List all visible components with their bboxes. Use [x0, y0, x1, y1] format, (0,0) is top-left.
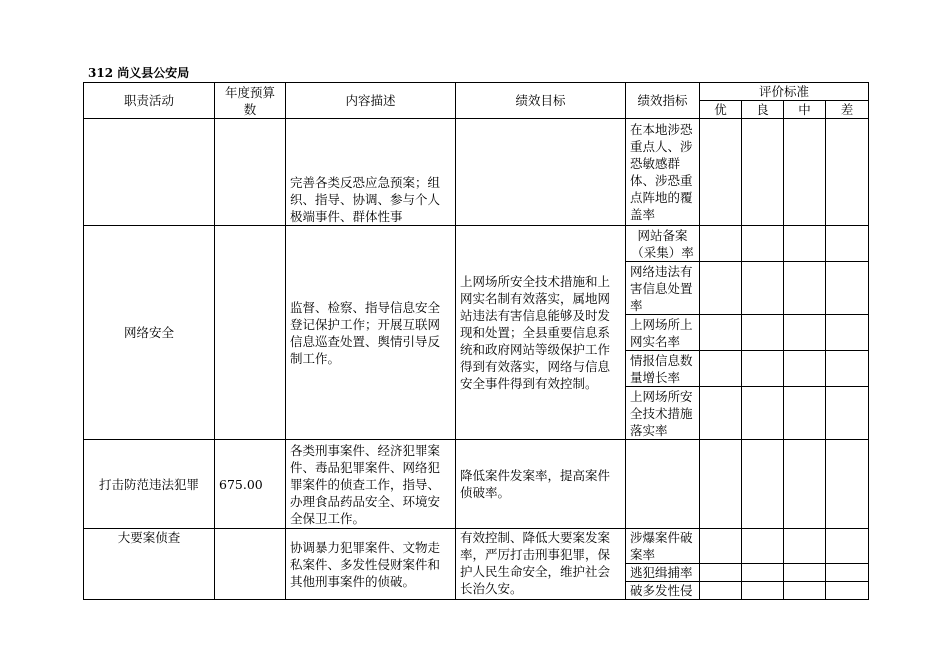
grade-cell — [700, 351, 742, 387]
grade-cell — [742, 315, 784, 351]
grade-cell — [700, 387, 742, 440]
description-cell: 协调暴力犯罪案件、文物走私案件、多发性侵财案件和其他刑事案件的侦破。 — [286, 529, 456, 600]
header-activity: 职责活动 — [84, 83, 215, 119]
budget-cell — [215, 529, 286, 600]
grade-cell — [784, 564, 826, 582]
goal-cell — [456, 119, 626, 226]
indicator-cell — [626, 440, 700, 529]
grade-good: 良 — [742, 101, 784, 119]
header-budget: 年度预算数 — [215, 83, 286, 119]
activity-cell — [84, 119, 215, 226]
indicator-cell: 破多发性侵 — [626, 582, 700, 600]
indicator-cell: 在本地涉恐重点人、涉恐敏感群体、涉恐重点阵地的覆盖率 — [626, 119, 700, 226]
performance-table — [83, 82, 869, 600]
grade-cell — [742, 440, 784, 529]
grade-cell — [784, 315, 826, 351]
activity-cell: 网络安全 — [84, 226, 215, 440]
grade-cell — [742, 387, 784, 440]
indicator-cell: 网站备案（采集）率 — [626, 226, 700, 262]
header-indicator: 绩效指标 — [626, 83, 700, 119]
table-row — [84, 226, 869, 262]
goal-cell: 上网场所安全技术措施和上网实名制有效落实，属地网站违法有害信息能够及时发现和处置；全县重要信息系统和政府网站等级保护工作得到有效落实，网络与信息安全事件得到有效控制。 — [456, 226, 626, 440]
indicator-cell: 上网场所安全技术措施落实率 — [626, 387, 700, 440]
grade-cell — [700, 440, 742, 529]
goal-cell: 有效控制、降低大要案发案率，严厉打击刑事犯罪，保护人民生命安全，维护社会长治久安。 — [456, 529, 626, 600]
grade-cell — [742, 351, 784, 387]
grade-cell — [700, 582, 742, 600]
grade-cell — [826, 387, 869, 440]
grade-cell — [784, 582, 826, 600]
table-row — [84, 529, 869, 564]
indicator-cell: 网络违法有害信息处置率 — [626, 262, 700, 315]
activity-cell: 大要案侦查 — [84, 529, 215, 600]
grade-cell — [700, 262, 742, 315]
goal-cell: 降低案件发案率，提高案件侦破率。 — [456, 440, 626, 529]
grade-cell — [826, 529, 869, 564]
grade-cell — [784, 262, 826, 315]
description-cell: 完善各类反恐应急预案；组织、指导、协调、参与个人极端事件、群体性事 — [286, 119, 456, 226]
grade-cell — [700, 564, 742, 582]
grade-cell — [742, 582, 784, 600]
grade-cell — [784, 119, 826, 226]
header-description: 内容描述 — [286, 83, 456, 119]
grade-cell — [784, 226, 826, 262]
grade-cell — [742, 529, 784, 564]
grade-cell — [826, 119, 869, 226]
grade-cell — [700, 226, 742, 262]
grade-cell — [784, 387, 826, 440]
grade-cell — [742, 564, 784, 582]
grade-cell — [742, 226, 784, 262]
grade-cell — [826, 440, 869, 529]
budget-cell — [215, 119, 286, 226]
header-row — [84, 83, 869, 101]
grade-cell — [700, 119, 742, 226]
grade-cell — [826, 226, 869, 262]
grade-cell — [700, 529, 742, 564]
header-evaluation: 评价标准 — [700, 83, 869, 101]
activity-cell: 打击防范违法犯罪 — [84, 440, 215, 529]
budget-cell — [215, 226, 286, 440]
grade-cell — [784, 351, 826, 387]
grade-cell — [826, 262, 869, 315]
indicator-cell: 情报信息数量增长率 — [626, 351, 700, 387]
table-row — [84, 440, 869, 529]
budget-cell: 675.00 — [215, 440, 286, 529]
grade-cell — [826, 582, 869, 600]
indicator-cell: 涉爆案件破案率 — [626, 529, 700, 564]
description-cell: 监督、检察、指导信息安全登记保护工作；开展互联网信息巡查处置、舆情引导反制工作。 — [286, 226, 456, 440]
grade-medium: 中 — [784, 101, 826, 119]
table-row — [84, 119, 869, 226]
indicator-cell: 逃犯缉捕率 — [626, 564, 700, 582]
header-goal: 绩效目标 — [456, 83, 626, 119]
grade-excellent: 优 — [700, 101, 742, 119]
grade-cell — [784, 440, 826, 529]
grade-cell — [826, 564, 869, 582]
grade-cell — [784, 529, 826, 564]
grade-cell — [742, 119, 784, 226]
grade-poor: 差 — [826, 101, 869, 119]
grade-cell — [700, 315, 742, 351]
indicator-cell: 上网场所上网实名率 — [626, 315, 700, 351]
description-cell: 各类刑事案件、经济犯罪案件、毒品犯罪案件、网络犯罪案件的侦查工作，指导、办理食品药品安全、环境安全保卫工作。 — [286, 440, 456, 529]
grade-cell — [826, 351, 869, 387]
document-title: 312 尚义县公安局 — [88, 66, 190, 80]
grade-cell — [742, 262, 784, 315]
grade-cell — [826, 315, 869, 351]
